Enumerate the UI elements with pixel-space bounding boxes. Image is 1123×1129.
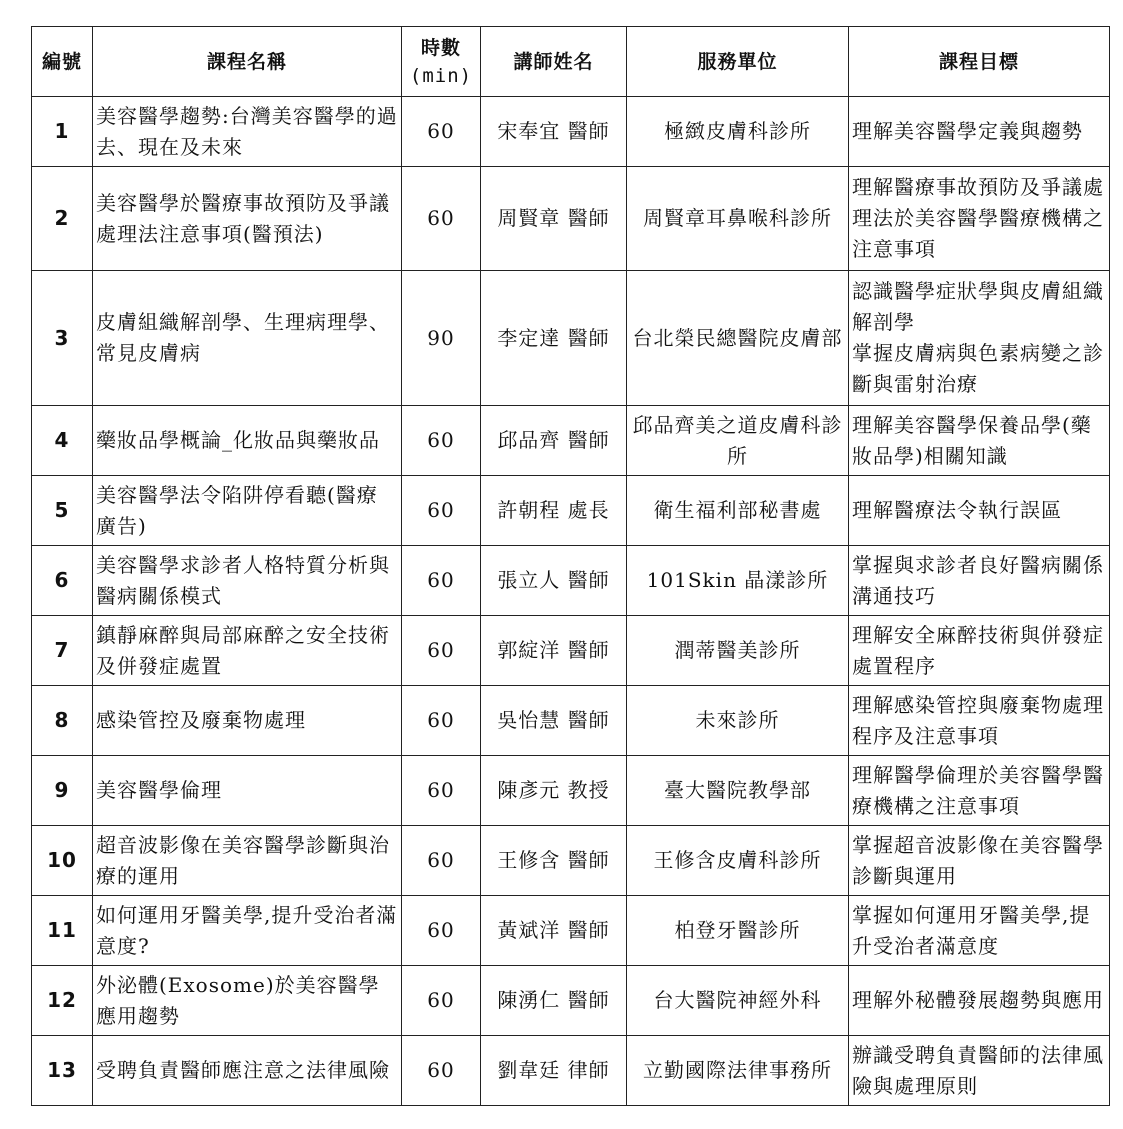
course-title: 如何運用牙醫美學,提升受治者滿意度? [93,896,402,966]
lecturer-name: 張立人 醫師 [481,546,627,616]
row-number: 3 [32,271,93,406]
course-title: 鎮靜麻醉與局部麻醉之安全技術及併發症處置 [93,616,402,686]
table-row [32,826,1110,896]
course-duration: 60 [402,476,481,546]
header-lecturer: 講師姓名 [481,27,627,97]
lecturer-name: 宋奉宜 醫師 [481,97,627,167]
service-unit: 101Skin 晶漾診所 [627,546,849,616]
course-duration: 60 [402,966,481,1036]
course-duration: 60 [402,546,481,616]
table-row [32,406,1110,476]
service-unit: 柏登牙醫診所 [627,896,849,966]
table-row [32,546,1110,616]
lecturer-name: 劉韋廷 律師 [481,1036,627,1106]
course-goal: 辦識受聘負責醫師的法律風險與處理原則 [849,1036,1110,1106]
service-unit: 王修含皮膚科診所 [627,826,849,896]
lecturer-name: 李定達 醫師 [481,271,627,406]
course-duration: 60 [402,97,481,167]
service-unit: 臺大醫院教學部 [627,756,849,826]
course-goal: 認識醫學症狀學與皮膚組織解剖學 掌握皮膚病與色素病變之診斷與雷射治療 [849,271,1110,406]
course-goal: 理解感染管控與廢棄物處理程序及注意事項 [849,686,1110,756]
row-number: 10 [32,826,93,896]
table-row [32,686,1110,756]
course-goal: 掌握如何運用牙醫美學,提升受治者滿意度 [849,896,1110,966]
table-row [32,271,1110,406]
table-row [32,167,1110,271]
course-title: 美容醫學求診者人格特質分析與醫病關係模式 [93,546,402,616]
table-header [32,27,1110,97]
row-number: 11 [32,896,93,966]
table-row [32,756,1110,826]
lecturer-name: 周賢章 醫師 [481,167,627,271]
header-number: 編號 [32,27,93,97]
course-title: 美容醫學於醫療事故預防及爭議處理法注意事項(醫預法) [93,167,402,271]
course-title: 感染管控及廢棄物處理 [93,686,402,756]
course-duration: 60 [402,1036,481,1106]
header-duration-line1: 時數 [420,36,461,59]
service-unit: 邱品齊美之道皮膚科診所 [627,406,849,476]
lecturer-name: 許朝程 處長 [481,476,627,546]
table-row [32,896,1110,966]
header-duration [402,27,481,97]
course-duration: 60 [402,756,481,826]
course-title: 受聘負責醫師應注意之法律風險 [93,1036,402,1106]
header-course-name: 課程名稱 [93,27,402,97]
course-goal: 理解美容醫學定義與趨勢 [849,97,1110,167]
table-row [32,476,1110,546]
lecturer-name: 郭綻洋 醫師 [481,616,627,686]
row-number: 5 [32,476,93,546]
table-row [32,966,1110,1036]
header-unit: 服務單位 [627,27,849,97]
service-unit: 周賢章耳鼻喉科診所 [627,167,849,271]
course-goal: 理解醫療法令執行誤區 [849,476,1110,546]
service-unit: 衛生福利部秘書處 [627,476,849,546]
row-number: 1 [32,97,93,167]
header-duration-line2: (min) [409,64,473,87]
course-title: 藥妝品學概論_化妝品與藥妝品 [93,406,402,476]
course-goal: 掌握超音波影像在美容醫學診斷與運用 [849,826,1110,896]
lecturer-name: 吳怡慧 醫師 [481,686,627,756]
course-goal: 理解安全麻醉技術與併發症處置程序 [849,616,1110,686]
course-duration: 90 [402,271,481,406]
course-title: 美容醫學法令陷阱停看聽(醫療廣告) [93,476,402,546]
lecturer-name: 黃斌洋 醫師 [481,896,627,966]
row-number: 4 [32,406,93,476]
service-unit: 極緻皮膚科診所 [627,97,849,167]
course-goal: 理解醫學倫理於美容醫學醫療機構之注意事項 [849,756,1110,826]
row-number: 6 [32,546,93,616]
lecturer-name: 陳彥元 教授 [481,756,627,826]
table-row [32,1036,1110,1106]
course-duration: 60 [402,686,481,756]
header-goal: 課程目標 [849,27,1110,97]
course-title: 外泌體(Exosome)於美容醫學應用趨勢 [93,966,402,1036]
course-duration: 60 [402,896,481,966]
course-duration: 60 [402,826,481,896]
lecturer-name: 陳湧仁 醫師 [481,966,627,1036]
row-number: 7 [32,616,93,686]
row-number: 12 [32,966,93,1036]
service-unit: 台大醫院神經外科 [627,966,849,1036]
table-row [32,616,1110,686]
course-goal: 理解外秘體發展趨勢與應用 [849,966,1110,1036]
row-number: 2 [32,167,93,271]
service-unit: 台北榮民總醫院皮膚部 [627,271,849,406]
course-duration: 60 [402,616,481,686]
course-duration: 60 [402,167,481,271]
course-goal: 理解美容醫學保養品學(藥妝品學)相關知識 [849,406,1110,476]
lecturer-name: 王修含 醫師 [481,826,627,896]
course-goal: 理解醫療事故預防及爭議處理法於美容醫學醫療機構之注意事項 [849,167,1110,271]
service-unit: 潤蒂醫美診所 [627,616,849,686]
course-title: 超音波影像在美容醫學診斷與治療的運用 [93,826,402,896]
course-title: 美容醫學倫理 [93,756,402,826]
row-number: 8 [32,686,93,756]
table-row [32,97,1110,167]
course-title: 美容醫學趨勢:台灣美容醫學的過去、現在及未來 [93,97,402,167]
course-duration: 60 [402,406,481,476]
table-body [32,97,1110,1106]
course-title: 皮膚組織解剖學、生理病理學、常見皮膚病 [93,271,402,406]
header-row [32,27,1110,97]
course-goal: 掌握與求診者良好醫病關係溝通技巧 [849,546,1110,616]
course-schedule-table [31,26,1110,1106]
row-number: 13 [32,1036,93,1106]
lecturer-name: 邱品齊 醫師 [481,406,627,476]
service-unit: 立勤國際法律事務所 [627,1036,849,1106]
service-unit: 未來診所 [627,686,849,756]
row-number: 9 [32,756,93,826]
